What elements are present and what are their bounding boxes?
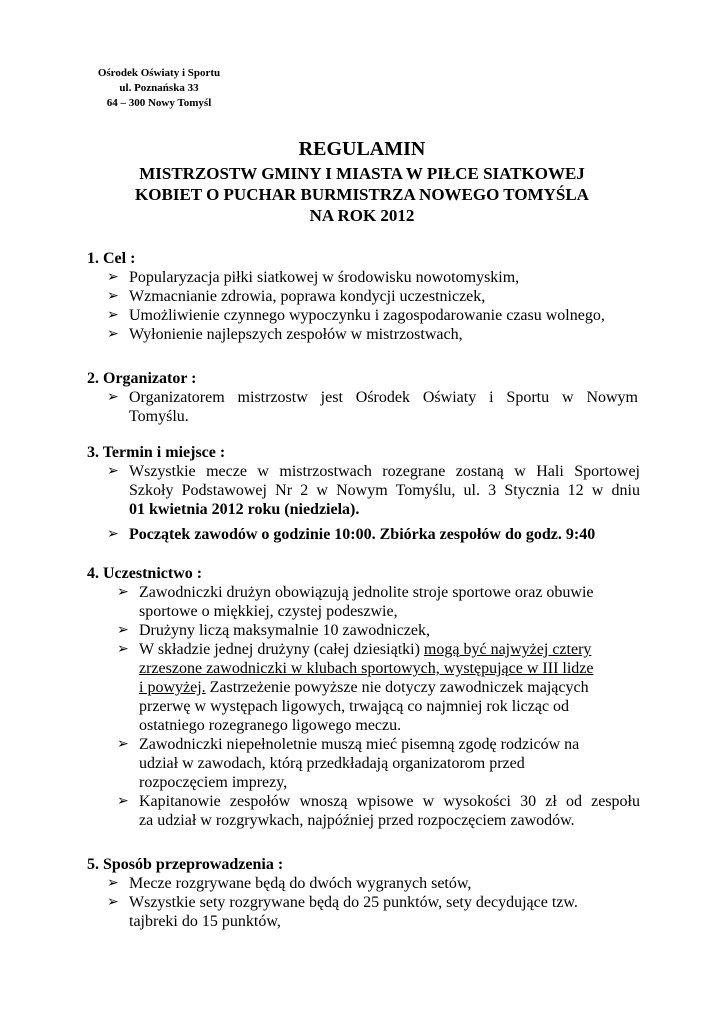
document-title	[60, 136, 664, 226]
item-text: Mecze rozgrywane będą do dwóch wygranych setów,	[129, 875, 472, 892]
item-text: Wszystkie mecze w mistrzostwach rozegrane zostaną w Hali Sportowej	[129, 463, 640, 480]
address-line-2: ul. Poznańska 33	[119, 82, 199, 94]
list-item	[87, 583, 640, 621]
list-item	[87, 735, 640, 792]
arrow-bullet-icon: ➢	[107, 876, 119, 891]
arrow-bullet-icon: ➢	[117, 794, 129, 809]
item-text: Zawodniczki drużyn obowiązują jednolite stroje sportowe oraz obuwie	[139, 584, 594, 601]
item-text: Wszystkie sety rozgrywane będą do 25 punktów, sety decydujące tzw.	[129, 894, 578, 911]
list-item	[87, 621, 640, 640]
section-termin	[87, 443, 640, 544]
address-line-1: Ośrodek Oświaty i Sportu	[97, 67, 221, 79]
arrow-bullet-icon: ➢	[107, 895, 119, 910]
item-text: Popularyzacja piłki siatkowej w środowisku nowotomyskim,	[129, 269, 520, 286]
arrow-bullet-icon: ➢	[117, 585, 129, 600]
section-organizator	[87, 369, 638, 426]
list-item	[87, 874, 647, 893]
arrow-bullet-icon: ➢	[117, 737, 129, 752]
title-line-1: MISTRZOSTW GMINY I MIASTA W PIŁCE SIATKOWEJ	[139, 164, 585, 183]
arrow-bullet-icon: ➢	[107, 390, 119, 405]
underlined-text: zrzeszone zawodniczki w klubach sportowych, występujące w III lidze	[139, 660, 594, 677]
section-heading: 3. Termin i miejsce :	[87, 444, 226, 461]
item-text: W składzie jednej drużyny (całej dziesiątki)	[139, 641, 424, 658]
list-item	[87, 388, 638, 426]
arrow-bullet-icon: ➢	[107, 464, 119, 479]
item-text: przerwę w występach ligowych, trwającą co najmniej rok licząc od	[139, 698, 570, 715]
item-text: udział w zawodach, którą przedkładają organizatorom przed	[139, 755, 525, 772]
section-heading: 5. Sposób przeprowadzenia :	[87, 856, 284, 873]
item-text: za udział w rozgrywkach, najpóźniej przed rozpoczęciem zawodów.	[139, 812, 575, 829]
title-main: REGULAMIN	[298, 138, 426, 160]
underlined-text: i powyżej.	[139, 679, 206, 696]
item-text: ostatniego rozegranego ligowego meczu.	[139, 717, 402, 734]
arrow-bullet-icon: ➢	[117, 642, 129, 657]
list-item	[87, 325, 647, 344]
list-item	[87, 268, 647, 287]
list-item	[87, 893, 647, 931]
list-item	[87, 287, 647, 306]
item-text: Tomyślu.	[129, 408, 189, 425]
item-text: Organizatorem mistrzostw jest Ośrodek Oświaty i Sportu w Nowym	[129, 389, 638, 406]
arrow-bullet-icon: ➢	[107, 308, 119, 323]
arrow-bullet-icon: ➢	[107, 527, 119, 542]
arrow-bullet-icon: ➢	[107, 327, 119, 342]
item-text: sportowe o miękkiej, czystej podeszwie,	[139, 603, 398, 620]
section-uczestnictwo	[87, 564, 640, 830]
arrow-bullet-icon: ➢	[107, 289, 119, 304]
title-line-3: NA ROK 2012	[309, 206, 415, 225]
section-heading: 2. Organizator :	[87, 370, 197, 387]
underlined-text: mogą być najwyżej cztery	[423, 641, 592, 658]
address-block	[84, 66, 234, 111]
section-cel	[87, 249, 647, 344]
item-text: Drużyny liczą maksymalnie 10 zawodniczek,	[139, 622, 430, 639]
item-text: Wzmacnianie zdrowia, poprawa kondycji uczestniczek,	[129, 288, 486, 305]
list-item	[87, 525, 640, 544]
arrow-bullet-icon: ➢	[117, 623, 129, 638]
item-text: Początek zawodów o godzinie 10:00. Zbiórka zespołów do godz. 9:40	[129, 526, 596, 543]
list-item	[87, 792, 640, 830]
list-item	[87, 640, 640, 735]
item-text: Szkoły Podstawowej Nr 2 w Nowym Tomyślu, ul. 3 Stycznia 12 w dniu	[129, 482, 640, 499]
arrow-bullet-icon: ➢	[107, 270, 119, 285]
item-text: Wyłonienie najlepszych zespołów w mistrzostwach,	[129, 326, 463, 343]
item-text: Zastrzeżenie powyższe nie dotyczy zawodniczek mających	[205, 679, 589, 696]
title-line-2: KOBIET O PUCHAR BURMISTRZA NOWEGO TOMYŚLA	[135, 185, 589, 204]
address-line-3: 64 – 300 Nowy Tomyśl	[106, 97, 212, 109]
date-text: 01 kwietnia 2012 roku (niedziela).	[129, 501, 360, 518]
item-text: tajbreki do 15 punktów,	[129, 913, 281, 930]
section-heading: 1. Cel :	[87, 250, 136, 267]
item-text: Umożliwienie czynnego wypoczynku i zagospodarowanie czasu wolnego,	[129, 307, 605, 324]
section-heading: 4. Uczestnictwo :	[87, 565, 203, 582]
item-text: Kapitanowie zespołów wnoszą wpisowe w wysokości 30 zł od zespołu	[139, 793, 640, 810]
section-sposob	[87, 855, 647, 931]
list-item	[87, 462, 640, 519]
item-text: rozpoczęciem imprezy,	[139, 774, 288, 791]
item-text: Zawodniczki niepełnoletnie muszą mieć pisemną zgodę rodziców na	[139, 736, 580, 753]
list-item	[87, 306, 647, 325]
